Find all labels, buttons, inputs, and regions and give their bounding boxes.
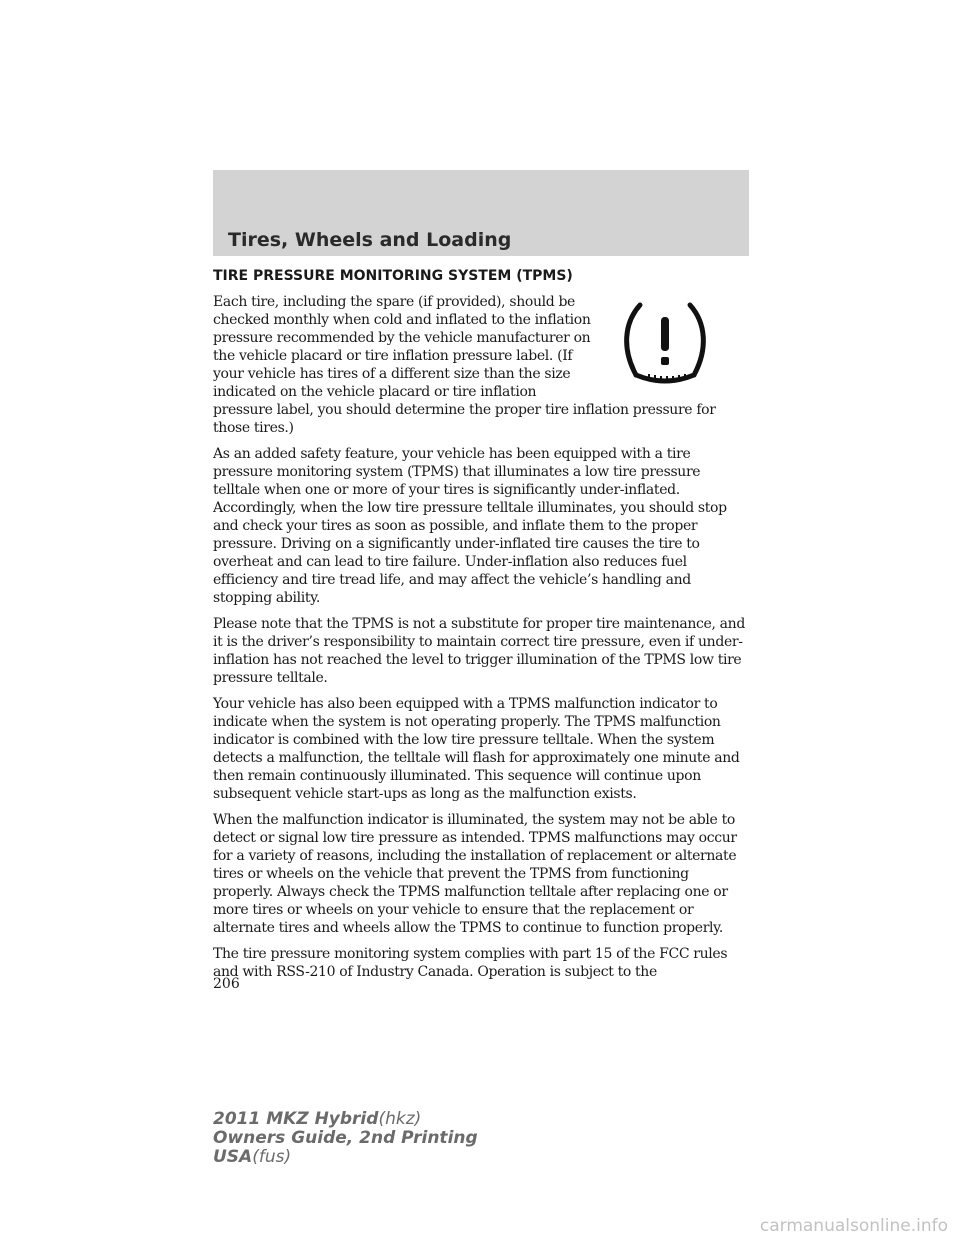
paragraph-safety-feature: As an added safety feature, your vehicle has been equipped with a tire pressure monitoring system (TPMS) that illuminates a low tire pressure telltale when one or more of your tires is significantly under-inflated. Accordingly, when the low tire pressure telltale illuminates, you should stop and check your tires as soon as possible, and inflate them to the proper pressure. Driving on a significantly under-inflated tire causes the tire to overheat and can lead to tire failure. Under-inflation also reduces fuel efficiency and tire tread life, and may affect the vehicle’s handling and stopping ability. [213,446,727,606]
footer-guide: Owners Guide, 2nd Printing [213,1128,478,1148]
footer-line-model [213,1110,478,1129]
footer-market-code: (fus) [252,1147,292,1167]
watermark: carmanualsonline.info [759,1216,948,1236]
tpms-heading: TIRE PRESSURE MONITORING SYSTEM (TPMS) [213,268,573,284]
footer-market: USA [213,1147,253,1167]
paragraph-spare-tire-check: Each tire, including the spare (if provided), should be checked monthly when cold and inflated to the inflation pressure recommended by the vehicle manufacturer on the vehicle placard or tire inflation pressure label. (If your vehicle has tires of a different size than the size indicated on the vehicle placard or tire inflation pressure label, you should determine the proper tire inflation pressure for those tires.) [213,294,716,436]
page-content [213,267,750,989]
section-title: Tires, Wheels and Loading [228,229,512,251]
paragraph-not-substitute: Please note that the TPMS is not a substitute for proper tire maintenance, and it is the driver’s responsibility to maintain correct tire pressure, even if under-inflation has not reached the level to trigger illumination of the TPMS low tire pressure telltale. [213,616,745,686]
paragraph-malfunction-illuminated: When the malfunction indicator is illuminated, the system may not be able to detect or signal low tire pressure as intended. TPMS malfunctions may occur for a variety of reasons, including the installation of replacement or alternate tires or wheels on the vehicle that prevent the TPMS from functioning properly. Always check the TPMS malfunction telltale after replacing one or more tires or wheels on your vehicle to ensure that the replacement or alternate tires and wheels allow the TPMS to continue to function properly. [213,812,737,936]
tire-pressure-warning-icon [600,293,750,397]
document-footer [213,1110,478,1167]
footer-model: 2011 MKZ Hybrid [213,1109,379,1129]
footer-line-market [213,1148,478,1167]
page-number: 206 [213,976,240,992]
footer-model-code: (hkz) [378,1109,422,1129]
paragraph-malfunction-indicator: Your vehicle has also been equipped with a TPMS malfunction indicator to indicate when the system is not operating properly. The TPMS malfunction indicator is combined with the low tire pressure telltale. When the system detects a malfunction, the telltale will flash for approximately one minute and then remain continuously illuminated. This sequence will continue upon subsequent vehicle start-ups as long as the malfunction exists. [213,696,740,802]
paragraph-fcc-compliance: The tire pressure monitoring system complies with part 15 of the FCC rules and with RSS-210 of Industry Canada. Operation is subject to the [213,946,728,980]
